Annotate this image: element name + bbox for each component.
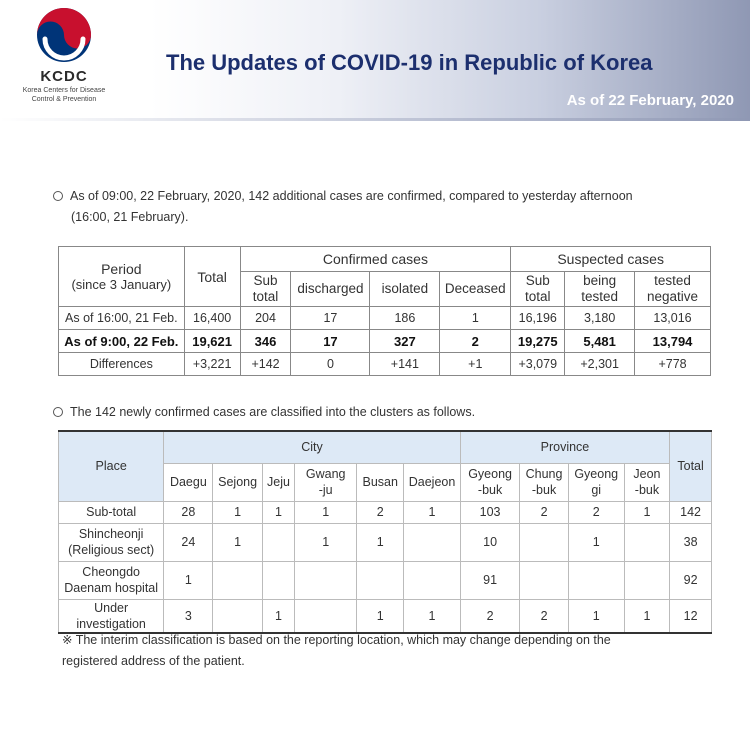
logo-subtitle-line2: Control & Prevention xyxy=(31,96,97,103)
sejong-cell xyxy=(213,561,262,599)
place-line2: (Religious sect) xyxy=(68,543,155,557)
sejong-cell: 1 xyxy=(213,523,262,561)
gyeongbuk-header xyxy=(460,463,520,501)
total-cell: +3,221 xyxy=(184,353,240,376)
isolated-cell: 327 xyxy=(370,330,440,353)
cases-summary-table xyxy=(58,246,711,376)
gyeongbuk-cell: 91 xyxy=(460,561,520,599)
total-header: Total xyxy=(184,247,240,307)
gwangju-cell xyxy=(295,599,357,633)
being-tested-line1: being xyxy=(583,273,617,288)
isolated-header: isolated xyxy=(370,272,440,307)
being-tested-line2: tested xyxy=(581,289,619,304)
place-line1: Cheongdo xyxy=(82,565,140,579)
jeonbuk-cell: 1 xyxy=(624,501,669,523)
being-tested-header xyxy=(565,272,635,307)
daegu-cell: 24 xyxy=(164,523,213,561)
daegu-cell: 3 xyxy=(164,599,213,633)
page-title: The Updates of COVID-19 in Republic of Korea xyxy=(166,50,653,75)
table-row xyxy=(59,523,712,561)
deceased-cell: 2 xyxy=(440,330,511,353)
period-label: Period xyxy=(101,261,142,277)
tested-negative-line1: tested xyxy=(654,273,691,288)
period-cell: As of 16:00, 21 Feb. xyxy=(59,307,185,330)
discharged-cell: 17 xyxy=(291,307,370,330)
deceased-cell: +1 xyxy=(440,353,511,376)
summary-line2: (16:00, 21 February). xyxy=(71,210,189,224)
tested-negative-line2: negative xyxy=(647,289,699,304)
total-cell: 12 xyxy=(670,599,712,633)
daejeon-cell: 1 xyxy=(404,599,460,633)
suspected-subtotal-line1: Sub xyxy=(525,273,550,288)
busan-cell: 2 xyxy=(357,501,404,523)
daegu-header: Daegu xyxy=(164,463,213,501)
chungbuk-cell: 2 xyxy=(520,599,568,633)
jeonbuk-cell xyxy=(624,523,669,561)
gwangju-header-line1: Gwang xyxy=(305,467,346,481)
place-cell xyxy=(59,523,164,561)
province-header: Province xyxy=(460,431,669,463)
daejeon-header: Daejeon xyxy=(404,463,460,501)
place-line1: Shincheonji xyxy=(78,527,144,541)
tested-negative-header xyxy=(635,272,711,307)
gyeongbuk-cell: 2 xyxy=(460,599,520,633)
jeonbuk-cell xyxy=(624,561,669,599)
daejeon-cell xyxy=(404,561,460,599)
gwangju-cell: 1 xyxy=(295,501,357,523)
daegu-cell: 1 xyxy=(164,561,213,599)
sejong-cell xyxy=(213,599,262,633)
sejong-cell: 1 xyxy=(213,501,262,523)
gyeonggi-cell: 1 xyxy=(568,599,624,633)
discharged-header: discharged xyxy=(291,272,370,307)
total-cell: 19,621 xyxy=(184,330,240,353)
chungbuk-cell xyxy=(520,523,568,561)
confirmed-subtotal-header xyxy=(240,272,291,307)
gwangju-cell xyxy=(295,561,357,599)
discharged-cell: 0 xyxy=(291,353,370,376)
gyeonggi-cell xyxy=(568,561,624,599)
cluster-table xyxy=(58,430,712,634)
taeguk-logo-icon xyxy=(35,6,93,64)
footnote-line2: registered address of the patient. xyxy=(62,654,245,668)
isolated-cell: +141 xyxy=(370,353,440,376)
being-tested-cell: 5,481 xyxy=(565,330,635,353)
being-tested-cell: +2,301 xyxy=(565,353,635,376)
header-divider xyxy=(0,118,750,121)
chungbuk-header xyxy=(520,463,568,501)
total-header: Total xyxy=(670,431,712,501)
jeonbuk-cell: 1 xyxy=(624,599,669,633)
place-header: Place xyxy=(59,431,164,501)
confirmed-subtotal-cell: 346 xyxy=(240,330,291,353)
period-cell: Differences xyxy=(59,353,185,376)
confirmed-subtotal-cell: +142 xyxy=(240,353,291,376)
cluster-intro-paragraph xyxy=(53,402,701,423)
circle-bullet-icon xyxy=(53,191,63,201)
confirmed-subtotal-line1: Sub xyxy=(253,273,278,288)
jeonbuk-header xyxy=(624,463,669,501)
tested-negative-cell: +778 xyxy=(635,353,711,376)
busan-cell: 1 xyxy=(357,599,404,633)
gyeongbuk-header-line2: -buk xyxy=(477,483,503,497)
summary-line1: As of 09:00, 22 February, 2020, 142 additional cases are confirmed, compared to yesterday afternoon xyxy=(70,189,633,203)
chungbuk-header-line2: -buk xyxy=(531,483,557,497)
sejong-header: Sejong xyxy=(213,463,262,501)
confirmed-subtotal-cell: 204 xyxy=(240,307,291,330)
jeju-cell xyxy=(262,561,294,599)
gyeonggi-header-line1: Gyeong xyxy=(574,467,619,481)
as-of-date: As of 22 February, 2020 xyxy=(566,92,734,109)
chungbuk-cell: 2 xyxy=(520,501,568,523)
gyeonggi-header xyxy=(568,463,624,501)
place-cell: Sub-total xyxy=(59,501,164,523)
busan-header: Busan xyxy=(357,463,404,501)
place-line2: Daenam hospital xyxy=(64,581,159,595)
jeju-cell: 1 xyxy=(262,501,294,523)
suspected-cases-header: Suspected cases xyxy=(511,247,711,272)
gyeonggi-cell: 2 xyxy=(568,501,624,523)
table-row xyxy=(59,501,712,523)
period-sub-label: (since 3 January) xyxy=(71,277,172,292)
jeonbuk-header-line1: Jeon xyxy=(633,467,661,481)
logo-subtitle-line1: Korea Centers for Disease xyxy=(22,87,106,94)
gwangju-cell: 1 xyxy=(295,523,357,561)
chungbuk-cell xyxy=(520,561,568,599)
gyeonggi-header-line2: gi xyxy=(591,483,602,497)
page-header xyxy=(0,0,750,118)
confirmed-subtotal-line2: total xyxy=(252,289,279,304)
jeju-header: Jeju xyxy=(262,463,294,501)
jeju-cell: 1 xyxy=(262,599,294,633)
total-cell: 38 xyxy=(670,523,712,561)
gwangju-header-line2: -ju xyxy=(318,483,333,497)
footnote-line1: ※ The interim classification is based on the reporting location, which may change depending on the xyxy=(62,633,611,647)
period-cell: As of 9:00, 22 Feb. xyxy=(59,330,185,353)
logo-text: KCDC xyxy=(40,68,88,85)
daegu-cell: 28 xyxy=(164,501,213,523)
suspected-subtotal-line2: total xyxy=(524,289,551,304)
footnote xyxy=(62,630,706,672)
deceased-header: Deceased xyxy=(440,272,511,307)
confirmed-cases-header: Confirmed cases xyxy=(240,247,511,272)
suspected-subtotal-cell: +3,079 xyxy=(511,353,565,376)
circle-bullet-icon xyxy=(53,407,63,417)
busan-cell: 1 xyxy=(357,523,404,561)
table-row xyxy=(59,330,711,353)
gyeonggi-cell: 1 xyxy=(568,523,624,561)
tested-negative-cell: 13,016 xyxy=(635,307,711,330)
being-tested-cell: 3,180 xyxy=(565,307,635,330)
table-row xyxy=(59,599,712,633)
place-cell xyxy=(59,599,164,633)
daejeon-cell: 1 xyxy=(404,501,460,523)
cluster-intro-text: The 142 newly confirmed cases are classified into the clusters as follows. xyxy=(70,405,476,419)
gyeongbuk-header-line1: Gyeong xyxy=(468,467,512,481)
busan-cell xyxy=(357,561,404,599)
gyeongbuk-cell: 10 xyxy=(460,523,520,561)
table-row xyxy=(59,353,711,376)
discharged-cell: 17 xyxy=(291,330,370,353)
logo-subtitle xyxy=(4,86,124,104)
summary-paragraph xyxy=(53,186,701,228)
total-cell: 92 xyxy=(670,561,712,599)
jeonbuk-header-line2: -buk xyxy=(634,483,660,497)
kcdc-logo xyxy=(4,6,124,104)
total-cell: 16,400 xyxy=(184,307,240,330)
deceased-cell: 1 xyxy=(440,307,511,330)
table-row xyxy=(59,561,712,599)
jeju-cell xyxy=(262,523,294,561)
total-cell: 142 xyxy=(670,501,712,523)
city-header: City xyxy=(164,431,460,463)
chungbuk-header-line1: Chung xyxy=(525,467,563,481)
place-line1: Under xyxy=(94,600,129,615)
period-header xyxy=(59,247,185,307)
place-line2: investigation xyxy=(76,616,146,631)
place-cell xyxy=(59,561,164,599)
gyeongbuk-cell: 103 xyxy=(460,501,520,523)
tested-negative-cell: 13,794 xyxy=(635,330,711,353)
isolated-cell: 186 xyxy=(370,307,440,330)
table-row xyxy=(59,307,711,330)
suspected-subtotal-cell: 16,196 xyxy=(511,307,565,330)
suspected-subtotal-cell: 19,275 xyxy=(511,330,565,353)
daejeon-cell xyxy=(404,523,460,561)
gwangju-header xyxy=(295,463,357,501)
suspected-subtotal-header xyxy=(511,272,565,307)
